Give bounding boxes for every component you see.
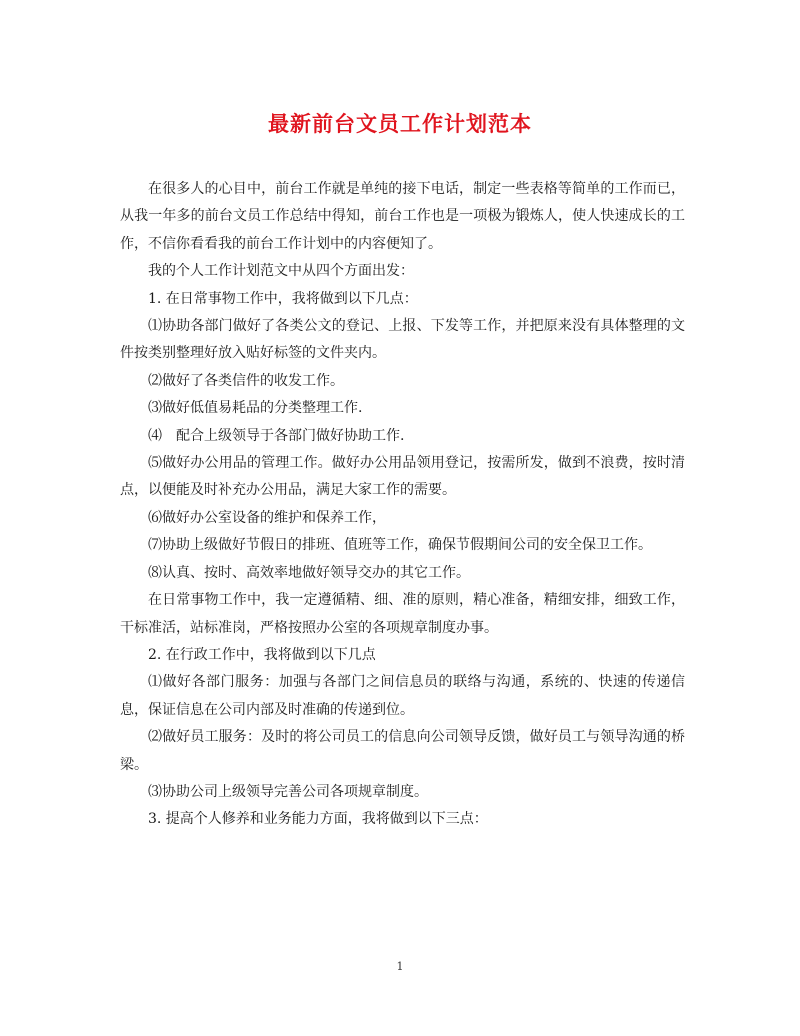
paragraph: ⑵做好了各类信件的收发工作。 <box>148 372 344 389</box>
paragraph: 在很多人的心目中，前台工作就是单纯的接下电话，制定一些表格等简单的工作而已，从我一年多的前台文员工作总结中得知，前台工作也是一项极为锻炼人，使人快速成长的工作，不信你看看我的前台工作计划中的内容便知了。 <box>120 181 685 252</box>
document-title: 最新前台文员工作计划范本 <box>268 111 532 136</box>
paragraph: ⑶做好低值易耗品的分类整理工作. <box>148 400 363 417</box>
paragraph: ⑺协助上级做好节假日的排班、值班等工作，确保节假期间公司的安全保卫工作。 <box>148 537 652 554</box>
paragraph: ⑻认真、按时、高效率地做好领导交办的其它工作。 <box>148 564 470 581</box>
paragraph: ⑷ 配合上级领导于各部门做好协助工作. <box>148 427 405 444</box>
paragraph: 2. 在行政工作中，我将做到以下几点 <box>148 646 376 663</box>
paragraph: ⑶协助公司上级领导完善公司各项规章制度。 <box>148 783 428 800</box>
paragraph: ⑸做好办公用品的管理工作。做好办公用品领用登记，按需所发，做到不浪费，按时清点，以便能及时补充办公用品，满足大家工作的需要。 <box>120 455 685 499</box>
document-body <box>120 176 685 834</box>
page-number: 1 <box>396 960 404 973</box>
paragraph: ⑴做好各部门服务：加强与各部门之间信息员的联络与沟通，系统的、快速的传递信息，保证信息在公司内部及时准确的传递到位。 <box>120 674 685 718</box>
paragraph: 1. 在日常事物工作中，我将做到以下几点： <box>148 290 418 307</box>
paragraph: ⑵做好员工服务：及时的将公司员工的信息向公司领导反馈，做好员工与领导沟通的桥梁。 <box>120 729 685 773</box>
paragraph: 3. 提高个人修养和业务能力方面，我将做到以下三点： <box>148 811 488 828</box>
paragraph: 在日常事物工作中，我一定遵循精、细、准的原则，精心准备，精细安排，细致工作，干标准活，站标准岗，严格按照办公室的各项规章制度办事。 <box>120 592 685 636</box>
paragraph: 我的个人工作计划范文中从四个方面出发： <box>148 263 414 280</box>
paragraph: ⑴协助各部门做好了各类公文的登记、上报、下发等工作，并把原来没有具体整理的文件按类别整理好放入贴好标签的文件夹内。 <box>120 318 685 362</box>
paragraph: ⑹做好办公室设备的维护和保养工作， <box>148 509 386 526</box>
